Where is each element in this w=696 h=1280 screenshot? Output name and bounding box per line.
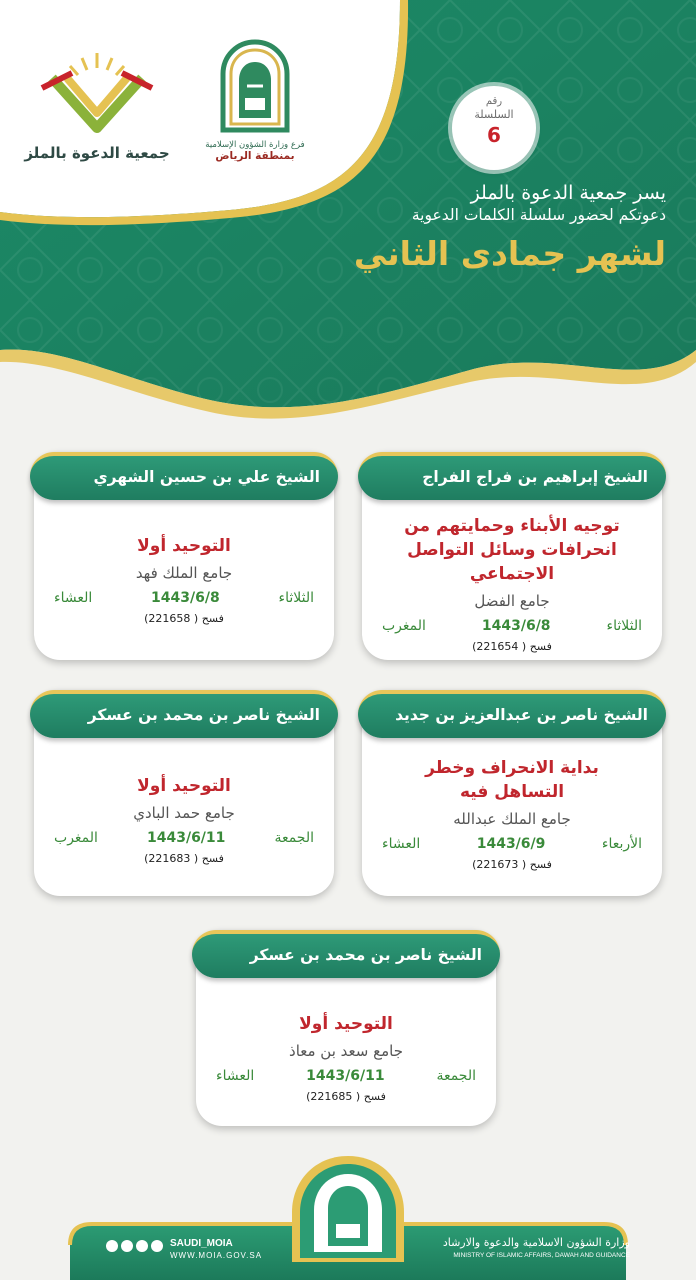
sheikh-name: الشيخ ناصر بن محمد بن عسكر xyxy=(192,930,500,978)
lecture-card xyxy=(34,690,334,896)
permit-number: فسح ( 221685) xyxy=(306,1090,386,1103)
lecture-title: التوحيد أولا xyxy=(137,776,231,796)
mosque-name: جامع سعد بن معاذ xyxy=(289,1042,403,1060)
series-label-1: رقم xyxy=(485,96,503,107)
day: الثلاثاء xyxy=(606,618,642,634)
lecture-title: بداية الانحراف وخطر التساهل فيه xyxy=(425,758,599,802)
series-label-2: السلسلة xyxy=(474,108,514,121)
lecture-title: توجيه الأبناء وحمايتهم من انحرافات وسائل التواصل الاجتماعي xyxy=(404,516,620,584)
day: الأربعاء xyxy=(601,836,642,852)
date: 1443/6/11 xyxy=(146,830,226,846)
youtube-icon[interactable] xyxy=(121,1240,133,1252)
date: 1443/6/8 xyxy=(151,590,220,606)
sheikh-name: الشيخ علي بن حسين الشهري xyxy=(30,452,338,500)
association-logo xyxy=(22,48,172,183)
mosque-name: جامع الفضل xyxy=(474,592,550,610)
instagram-icon[interactable] xyxy=(136,1240,148,1252)
footer-background xyxy=(0,1150,696,1280)
prayer-time: المغرب xyxy=(54,830,98,846)
sheikh-name: الشيخ إبراهيم بن فراج الفراج xyxy=(358,452,666,500)
snapchat-icon[interactable] xyxy=(106,1240,118,1252)
permit-number: فسح ( 221683) xyxy=(144,852,224,865)
intro-line2: دعوتكم لحضور سلسلة الكلمات الدعوية xyxy=(411,206,666,224)
prayer-time: العشاء xyxy=(382,836,421,852)
ministry-name-ar: وزارة الشؤون الاسلامية والدعوة والارشاد xyxy=(442,1236,630,1249)
series-number: 6 xyxy=(487,123,501,147)
moia-branch-line1: فرع وزارة الشؤون الإسلامية xyxy=(205,140,305,150)
intro-title: لشهر جمادى الثاني xyxy=(353,234,666,273)
intro-line1: يسر جمعية الدعوة بالملز xyxy=(470,182,666,204)
lecture-title: التوحيد أولا xyxy=(299,1014,393,1034)
lecture-card xyxy=(196,930,496,1126)
ministry-name xyxy=(420,1236,670,1259)
mosque-name: جامع حمد البادي xyxy=(133,804,235,822)
sheikh-name: الشيخ ناصر بن محمد بن عسكر xyxy=(30,690,338,738)
schedule-row xyxy=(196,1068,496,1084)
schedule-row xyxy=(34,590,334,606)
lecture-card xyxy=(362,452,662,660)
association-name: جمعية الدعوة بالملز xyxy=(24,144,170,162)
permit-number: فسح ( 221658) xyxy=(144,612,224,625)
date: 1443/6/11 xyxy=(306,1068,385,1084)
intro xyxy=(246,182,666,273)
permit-number: فسح ( 221654) xyxy=(472,640,552,653)
prayer-time: العشاء xyxy=(216,1068,255,1084)
day: الجمعة xyxy=(274,830,314,846)
prayer-time: العشاء xyxy=(54,590,93,606)
website-link[interactable]: WWW.MOIA.GOV.SA xyxy=(170,1251,263,1260)
permit-number: فسح ( 221673) xyxy=(472,858,552,871)
moia-branch-line2: بمنطقة الرياض xyxy=(215,150,295,162)
mosque-emblem-icon xyxy=(215,38,295,134)
day: الثلاثاء xyxy=(278,590,314,606)
association-emblem-icon xyxy=(32,48,162,138)
ministry-name-en: MINISTRY OF ISLAMIC AFFAIRS, DAWAH AND GUIDANCE xyxy=(453,1252,630,1259)
social-icons xyxy=(106,1240,163,1252)
sheikh-name: الشيخ ناصر بن عبدالعزيز بن جديد xyxy=(358,690,666,738)
mosque-name: جامع الملك فهد xyxy=(135,564,233,582)
schedule-row xyxy=(362,618,662,634)
day: الجمعة xyxy=(436,1068,476,1084)
footer-contact xyxy=(170,1238,262,1260)
moia-logo xyxy=(190,38,320,168)
mosque-name: جامع الملك عبدالله xyxy=(453,810,571,828)
lecture-card xyxy=(34,452,334,660)
schedule-row xyxy=(34,830,334,846)
twitter-icon[interactable] xyxy=(151,1240,163,1252)
lecture-title: التوحيد أولا xyxy=(137,536,231,556)
lecture-card xyxy=(362,690,662,896)
schedule-row xyxy=(362,836,662,852)
social-handle[interactable]: SAUDI_MOIA xyxy=(170,1238,233,1249)
prayer-time: المغرب xyxy=(382,618,426,634)
date: 1443/6/8 xyxy=(481,618,551,634)
series-number-badge xyxy=(452,86,536,170)
date: 1443/6/9 xyxy=(476,836,546,852)
